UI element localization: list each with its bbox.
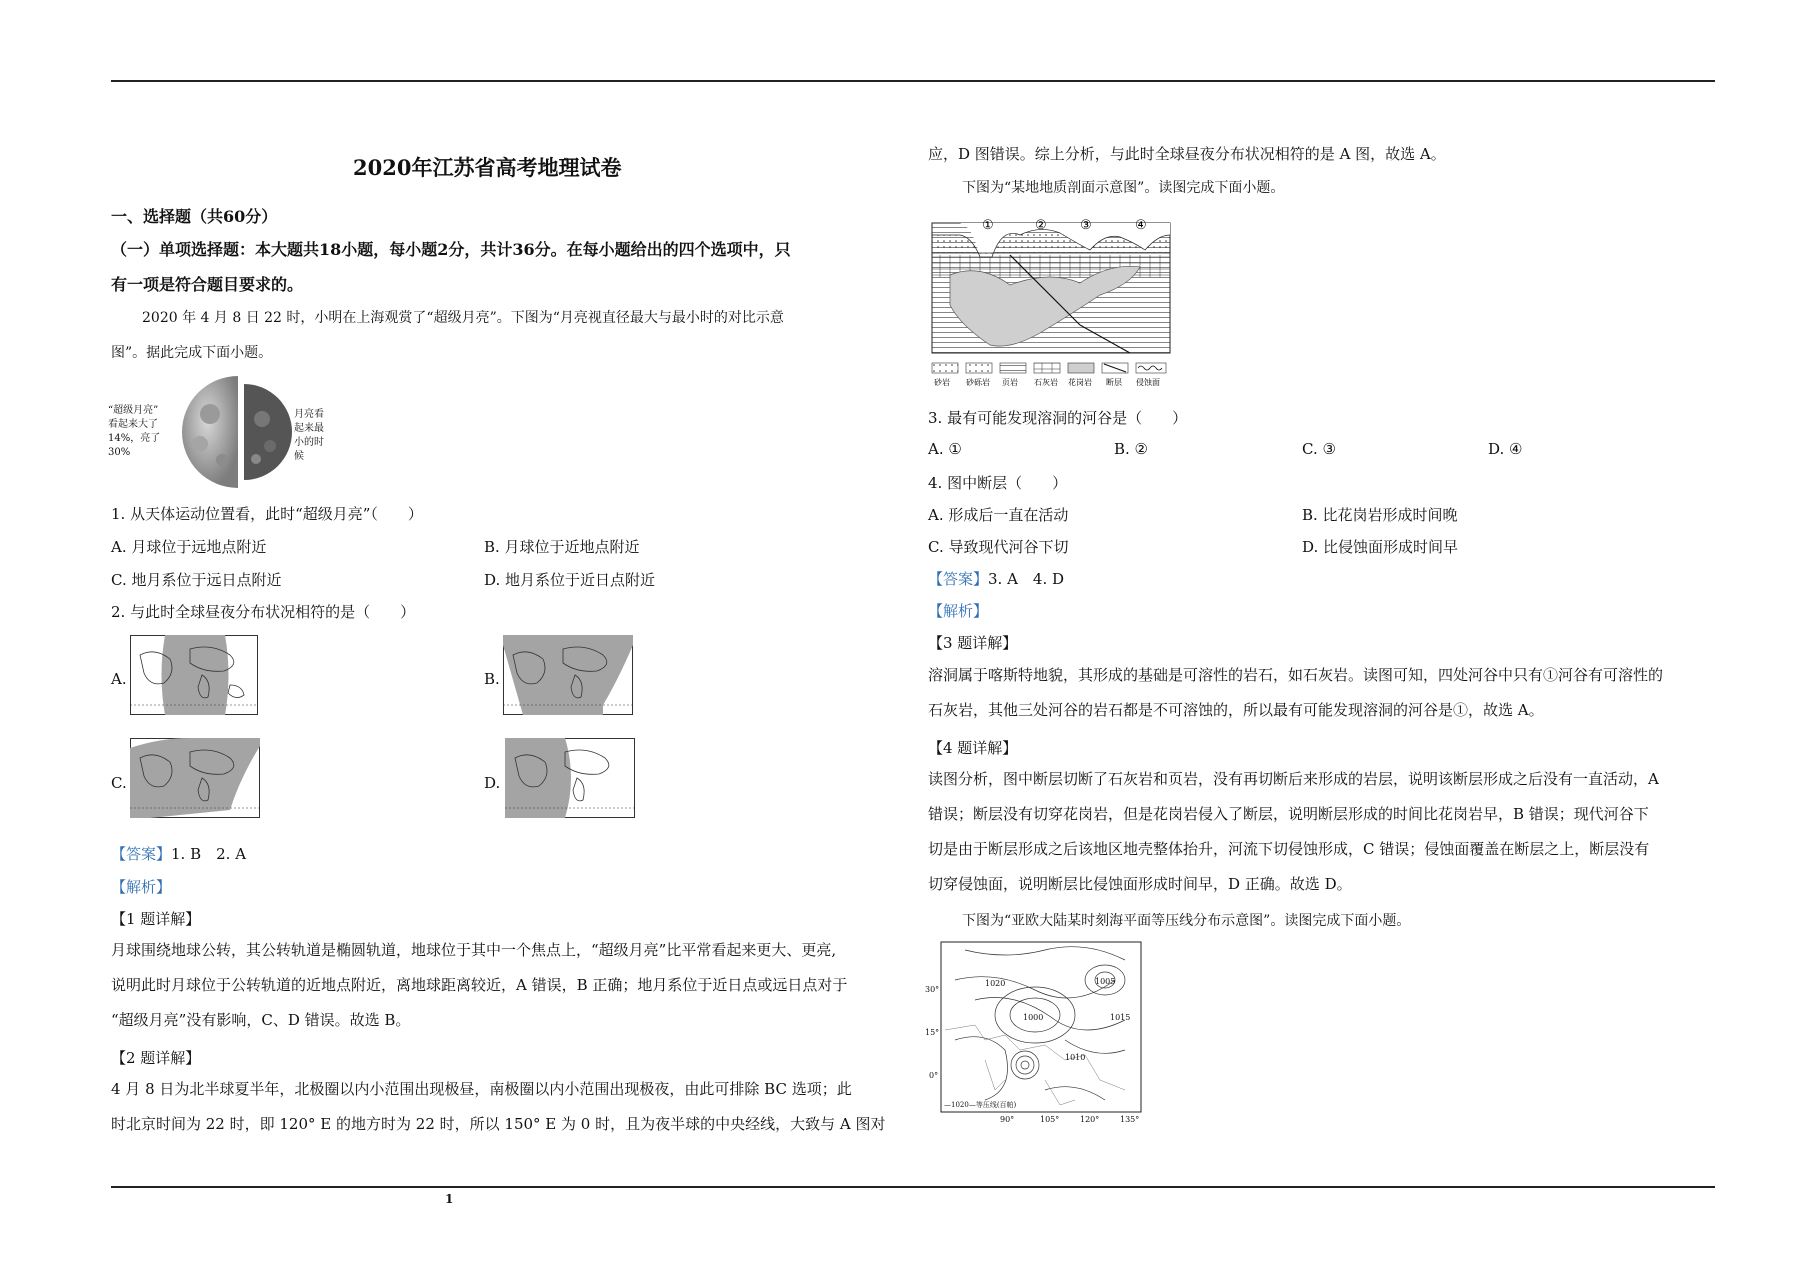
question-4: 4. 图中断层（ ） <box>928 474 1068 492</box>
q4-option-b: B. 比花岗岩形成时间晚 <box>1302 506 1458 524</box>
isobar-label-2: 1005 <box>1095 977 1116 986</box>
lon-90: 90° <box>1000 1115 1015 1124</box>
legend-sandstone: 砂岩 <box>934 378 950 387</box>
moon-left-caption: “超级月亮” 看起来大了 14%，亮了 30% <box>108 405 161 458</box>
subsection-heading-line1: （一）单项选择题：本大题共18小题，每小题2分，共计36分。在每小题给出的四个选项中，只 <box>111 240 791 259</box>
section-heading: 一、选择题（共60分） <box>111 207 278 226</box>
detail-2-heading: 【2 题详解】 <box>111 1049 201 1067</box>
q2-option-c-map <box>130 738 260 818</box>
q2-option-c-label: C. <box>111 774 127 792</box>
moon-comparison-figure <box>108 374 368 490</box>
q1-option-b: B. 月球位于近地点附近 <box>484 538 640 556</box>
isobar-map <box>925 940 1145 1130</box>
legend-granite: 花岗岩 <box>1068 378 1092 387</box>
q4-option-c: C. 导致现代河谷下切 <box>928 538 1069 556</box>
geology-cross-section <box>930 215 1175 390</box>
valley-label-4: ④ <box>1135 218 1147 233</box>
legend-erosion-surface: 侵蚀面 <box>1136 378 1160 387</box>
legend-fault: 断层 <box>1106 378 1122 387</box>
analysis-label-left: 【解析】 <box>111 878 172 896</box>
answer-value: 3. A 4. D <box>988 570 1065 588</box>
isobar-label-3: 1020 <box>985 979 1006 988</box>
lat-0: 0° <box>929 1071 939 1080</box>
detail-1-heading: 【1 题详解】 <box>111 910 201 928</box>
isobar-label-1: 1000 <box>1023 1013 1044 1022</box>
lat-15: 15° <box>925 1028 940 1037</box>
detail-1-line2: 说明此时月球位于公转轨道的近地点附近，离地球距离较近，A 错误，B 正确；地月系位于近日点或远日点对于 <box>111 976 848 994</box>
lon-135: 135° <box>1120 1115 1140 1124</box>
q2-option-b-label: B. <box>484 670 500 688</box>
page-title: 2020年江苏省高考地理试卷 <box>353 155 622 180</box>
legend-limestone: 石灰岩 <box>1034 378 1058 387</box>
q4-option-a: A. 形成后一直在活动 <box>928 506 1069 524</box>
q2-option-a-map <box>130 635 258 715</box>
page-number: 1 <box>445 1192 454 1206</box>
lon-120: 120° <box>1080 1115 1100 1124</box>
q4-option-d: D. 比侵蚀面形成时间早 <box>1302 538 1459 556</box>
continued-text: 应，D 图错误。综上分析，与此时全球昼夜分布状况相符的是 A 图，故选 A。 <box>928 145 1446 163</box>
intro-geology: 下图为“某地地质剖面示意图”。读图完成下面小题。 <box>962 180 1285 196</box>
intro-text-line2: 图”。据此完成下面小题。 <box>111 345 273 361</box>
q2-option-b-map <box>503 635 633 715</box>
legend-shale: 页岩 <box>1002 378 1018 387</box>
top-rule <box>111 80 1715 82</box>
q2-option-d-map <box>505 738 635 818</box>
lon-105: 105° <box>1040 1115 1060 1124</box>
answer-label: 【答案】 <box>111 845 172 863</box>
detail-4-line3: 切是由于断层形成之后该地区地壳整体抬升，河流下切侵蚀形成，C 错误；侵蚀面覆盖在断层之上，断层没有 <box>928 840 1650 858</box>
q1-option-d: D. 地月系位于近日点附近 <box>484 571 656 589</box>
isobar-legend: —1020—等压线(百帕) <box>944 1101 1017 1109</box>
detail-4-heading: 【4 题详解】 <box>928 739 1018 757</box>
answer-2 <box>928 568 1064 589</box>
question-3: 3. 最有可能发现溶洞的河谷是（ ） <box>928 409 1188 427</box>
moon-image <box>170 374 310 490</box>
q3-option-d: D. ④ <box>1488 440 1523 458</box>
answer-label: 【答案】 <box>928 570 989 588</box>
answer-1 <box>111 843 246 864</box>
q3-option-a: A. ① <box>928 440 962 458</box>
bottom-rule <box>111 1186 1715 1188</box>
valley-label-2: ② <box>1035 218 1047 233</box>
geology-legend <box>932 363 1166 387</box>
analysis-label-right: 【解析】 <box>928 602 989 620</box>
intro-text-line1: 2020 年 4 月 8 日 22 时，小明在上海观赏了“超级月亮”。下图为“月亮视直径最大与最小时的对比示意 <box>142 310 784 326</box>
isobar-label-4: 1015 <box>1110 1013 1131 1022</box>
valley-label-1: ① <box>982 218 994 233</box>
detail-1-line1: 月球围绕地球公转，其公转轨道是椭圆轨道，地球位于其中一个焦点上，“超级月亮”比平常看起来更大、更亮, <box>111 941 837 959</box>
q3-option-c: C. ③ <box>1302 440 1336 458</box>
detail-3-heading: 【3 题详解】 <box>928 634 1018 652</box>
question-1: 1. 从天体运动位置看，此时“超级月亮”（ ） <box>111 505 423 523</box>
answer-value: 1. B 2. A <box>171 845 247 863</box>
detail-4-line2: 错误；断层没有切穿花岗岩，但是花岗岩侵入了断层，说明断层形成的时间比花岗岩早，B 错误；现代河谷下 <box>928 805 1649 823</box>
q1-option-c: C. 地月系位于远日点附近 <box>111 571 282 589</box>
q2-option-a-label: A. <box>111 670 127 688</box>
subsection-heading-line2: 有一项是符合题目要求的。 <box>111 275 304 294</box>
detail-3-line1: 溶洞属于喀斯特地貌，其形成的基础是可溶性的岩石，如石灰岩。读图可知，四处河谷中只有①河谷有可溶性的 <box>928 666 1664 684</box>
detail-4-line4: 切穿侵蚀面，说明断层比侵蚀面形成时间早，D 正确。故选 D。 <box>928 875 1352 893</box>
detail-2-line1: 4 月 8 日为北半球夏半年，北极圈以内小范围出现极昼，南极圈以内小范围出现极夜，由此可排除 BC 选项；此 <box>111 1080 852 1098</box>
intro-isobar: 下图为“亚欧大陆某时刻海平面等压线分布示意图”。读图完成下面小题。 <box>962 913 1411 929</box>
moon-right-caption: 月亮看 起来最 小的时 候 <box>294 409 324 462</box>
question-2: 2. 与此时全球昼夜分布状况相符的是（ ） <box>111 603 416 621</box>
valley-label-3: ③ <box>1080 218 1092 233</box>
q3-option-b: B. ② <box>1114 440 1149 458</box>
lat-30: 30° <box>925 985 940 994</box>
detail-3-line2: 石灰岩，其他三处河谷的岩石都是不可溶蚀的，所以最有可能发现溶洞的河谷是①，故选 A。 <box>928 701 1544 719</box>
detail-1-line3: “超级月亮”没有影响，C、D 错误。故选 B。 <box>111 1011 411 1029</box>
detail-4-line1: 读图分析，图中断层切断了石灰岩和页岩，没有再切断后来形成的岩层，说明该断层形成之后没有一直活动，A <box>928 770 1659 788</box>
q2-option-d-label: D. <box>484 774 501 792</box>
legend-conglomerate: 砂砾岩 <box>966 378 990 387</box>
isobar-label-5: 1010 <box>1065 1053 1086 1062</box>
q1-option-a: A. 月球位于远地点附近 <box>111 538 267 556</box>
detail-2-line2: 时北京时间为 22 时，即 120° E 的地方时为 22 时，所以 150° E 为 0 时，且为夜半球的中央经线，大致与 A 图对 <box>111 1115 886 1133</box>
